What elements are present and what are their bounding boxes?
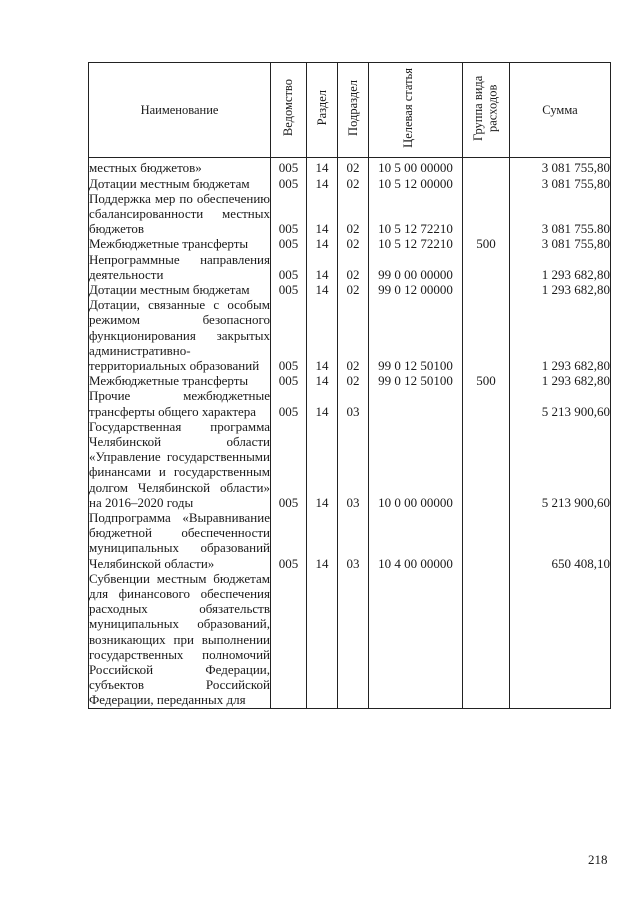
row-section (307, 571, 338, 708)
row-target (369, 388, 463, 418)
table-row (89, 252, 611, 282)
row-group (463, 419, 510, 510)
row-subsection (338, 571, 369, 708)
row-target: 10 0 00 00000 (369, 419, 463, 510)
row-name: местных бюджетов» (89, 158, 271, 176)
header-name: Наименование (89, 63, 271, 158)
row-subsection: 02 (338, 236, 369, 251)
row-dept: 005 (271, 297, 307, 373)
row-dept: 005 (271, 419, 307, 510)
row-dept: 005 (271, 176, 307, 191)
row-name: Поддержка мер по обеспечению сбалансированности местных бюджетов (89, 190, 270, 237)
row-section: 14 (307, 191, 338, 237)
row-name: Непрограммные направления деятельности (89, 251, 270, 282)
table-header-row (89, 63, 611, 158)
row-group (463, 297, 510, 373)
row-dept: 005 (271, 282, 307, 297)
row-section: 14 (307, 158, 338, 176)
row-target: 10 5 12 72210 (369, 236, 463, 251)
row-section: 14 (307, 236, 338, 251)
row-subsection: 02 (338, 176, 369, 191)
row-section: 14 (307, 252, 338, 282)
row-section: 14 (307, 388, 338, 418)
row-target: 10 5 12 72210 (369, 191, 463, 237)
row-name: Межбюджетные трансферты (89, 373, 271, 388)
row-sum: 5 213 900,60 (510, 419, 611, 510)
row-dept (271, 571, 307, 708)
row-name: Дотации, связанные с особым режимом безопасного функционирования закрытых административно-территориальных образований (89, 297, 270, 373)
row-section: 14 (307, 176, 338, 191)
header-section: Раздел (307, 63, 338, 158)
row-group (463, 191, 510, 237)
row-dept: 005 (271, 373, 307, 388)
row-subsection: 03 (338, 510, 369, 571)
row-target: 10 5 12 00000 (369, 176, 463, 191)
page-number: 218 (588, 852, 608, 867)
row-group (463, 282, 510, 297)
row-sum: 3 081 755.80 (510, 191, 611, 237)
row-subsection: 03 (338, 419, 369, 510)
row-dept: 005 (271, 388, 307, 418)
row-name: Дотации местным бюджетам (89, 176, 271, 191)
header-group: Группа вида расходов (463, 63, 510, 158)
row-target: 99 0 00 00000 (369, 252, 463, 282)
table-row (89, 388, 611, 418)
row-name: Прочие межбюджетные трансферты общего характера (89, 388, 270, 419)
table-row (89, 297, 611, 373)
row-section: 14 (307, 373, 338, 388)
row-subsection: 02 (338, 252, 369, 282)
row-target: 99 0 12 00000 (369, 282, 463, 297)
row-subsection: 02 (338, 373, 369, 388)
row-group (463, 176, 510, 191)
row-dept: 005 (271, 158, 307, 176)
row-sum: 1 293 682,80 (510, 252, 611, 282)
row-target: 99 0 12 50100 (369, 297, 463, 373)
row-dept: 005 (271, 191, 307, 237)
row-group (463, 510, 510, 571)
row-name: Субвенции местным бюджетам для финансового обеспечения расходных обязательств муниципальных образований, возникающих при выполнении государственных полномочий Российской Федерации, субъектов Российской Федерации, переданных для (89, 570, 270, 708)
row-sum: 3 081 755,80 (510, 176, 611, 191)
row-subsection: 02 (338, 158, 369, 176)
row-target: 10 5 00 00000 (369, 158, 463, 176)
row-target: 10 4 00 00000 (369, 510, 463, 571)
row-subsection: 02 (338, 191, 369, 237)
row-sum (510, 571, 611, 708)
table-row (89, 158, 611, 176)
header-dept: Ведомство (271, 63, 307, 158)
table-row (89, 176, 611, 191)
row-name: Подпрограмма «Выравнивание бюджетной обеспеченности муниципальных образований Челябинской области» (89, 509, 270, 571)
table-row (89, 191, 611, 237)
table-row (89, 510, 611, 571)
row-section: 14 (307, 419, 338, 510)
row-group: 500 (463, 236, 510, 251)
row-dept: 005 (271, 510, 307, 571)
row-target: 99 0 12 50100 (369, 373, 463, 388)
row-section: 14 (307, 510, 338, 571)
row-sum: 3 081 755,80 (510, 158, 611, 176)
row-sum: 1 293 682,80 (510, 282, 611, 297)
row-sum: 3 081 755,80 (510, 236, 611, 251)
header-target: Целевая статья (369, 63, 463, 158)
row-subsection: 02 (338, 297, 369, 373)
table-row (89, 571, 611, 708)
row-name: Межбюджетные трансферты (89, 236, 271, 251)
row-sum: 650 408,10 (510, 510, 611, 571)
row-dept: 005 (271, 236, 307, 251)
table-row (89, 373, 611, 388)
row-group (463, 252, 510, 282)
row-sum: 1 293 682,80 (510, 373, 611, 388)
row-sum: 5 213 900,60 (510, 388, 611, 418)
row-group (463, 158, 510, 176)
row-subsection: 02 (338, 282, 369, 297)
table-row (89, 419, 611, 510)
row-subsection: 03 (338, 388, 369, 418)
row-group (463, 571, 510, 708)
row-name: Дотации местным бюджетам (89, 282, 271, 297)
row-dept: 005 (271, 252, 307, 282)
header-sum: Сумма (510, 63, 611, 158)
row-group (463, 388, 510, 418)
row-section: 14 (307, 297, 338, 373)
budget-table (88, 62, 611, 709)
table-row (89, 282, 611, 297)
row-section: 14 (307, 282, 338, 297)
row-group: 500 (463, 373, 510, 388)
table-row (89, 236, 611, 251)
row-target (369, 571, 463, 708)
header-subsection: Подраздел (338, 63, 369, 158)
row-name: Государственная программа Челябинской области «Управление государственными финансами и государственным долгом Челябинской области» на 2016–2020 годы (89, 418, 270, 510)
row-sum: 1 293 682,80 (510, 297, 611, 373)
